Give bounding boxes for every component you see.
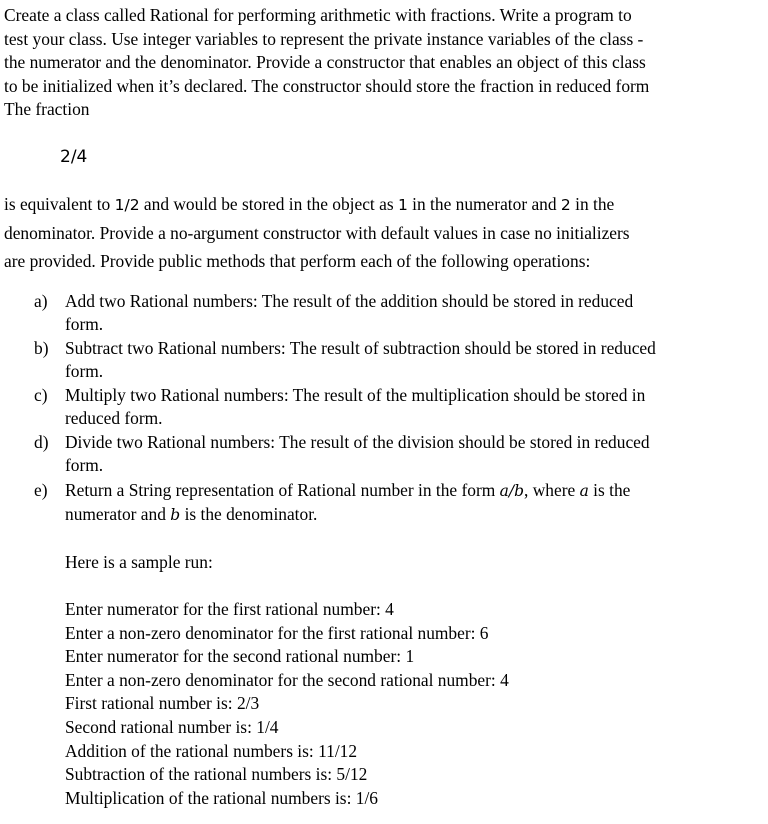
sample-line: Enter a non-zero denominator for the second rational number: 4 bbox=[65, 669, 509, 690]
equivalence-text-2: and would be stored in the object as bbox=[139, 194, 398, 214]
list-item-text-1: Return a String representation of Rational number in the form bbox=[65, 480, 500, 500]
sample-line: Enter numerator for the first rational number: 4 bbox=[65, 599, 394, 619]
list-item-text-3: is the numerator and bbox=[65, 480, 631, 525]
fraction-example: 2/4 bbox=[60, 147, 88, 167]
list-item-text: Subtract two Rational numbers: The result of subtraction should be stored in reduced form. bbox=[65, 338, 656, 382]
sample-line: Multiplication of the rational numbers is: 1/6 bbox=[65, 787, 378, 808]
list-item-text: Divide two Rational numbers: The result of the division should be stored in reduced form. bbox=[65, 432, 650, 476]
math-a: a bbox=[579, 482, 589, 500]
sample-line: First rational number is: 2/3 bbox=[65, 693, 260, 714]
math-one-half: 1/2 bbox=[114, 196, 140, 214]
sample-line: Enter numerator for the second rational number: 1 bbox=[65, 646, 415, 667]
list-item-text: Add two Rational numbers: The result of the addition should be stored in reduced form. bbox=[65, 291, 634, 335]
equivalence-text-3: in the numerator and bbox=[407, 194, 561, 214]
sample-line: Second rational number is: 1/4 bbox=[65, 716, 279, 737]
sample-run-output bbox=[65, 598, 509, 810]
list-item-text bbox=[65, 479, 760, 528]
list-item-text-4: is the denominator. bbox=[180, 504, 318, 525]
intro-paragraph: Create a class called Rational for performing arithmetic with fractions. Write a program to test your class. Use integer variables to represent the private instance variables of the class - the numerator and the denominator. Provide a constructor that enables an object of this class to be initialized when it’s declared. The constructor should store the fraction in reduced form The fraction bbox=[4, 5, 650, 120]
math-a-over-b: a/b bbox=[499, 482, 525, 500]
sample-line: Addition of the rational numbers is: 11/12 bbox=[65, 740, 358, 761]
sample-line: Enter a non-zero denominator for the first rational number: 6 bbox=[65, 622, 489, 643]
sample-line: Subtraction of the rational numbers is: 5/12 bbox=[65, 764, 368, 785]
list-item-text-2: , where bbox=[524, 480, 580, 500]
equivalence-text-1: is equivalent to bbox=[4, 194, 115, 214]
math-b: b bbox=[170, 506, 181, 525]
equivalence-text-4: in the denominator. Provide a no-argument constructor with default values in case no initializers are provided. Provide public methods that perform each of the following operations: bbox=[4, 194, 630, 272]
equivalence-paragraph bbox=[4, 190, 768, 276]
math-denominator-value: 2 bbox=[560, 196, 571, 214]
list-marker: b) bbox=[34, 338, 49, 358]
list-marker: c) bbox=[34, 385, 48, 405]
list-marker: d) bbox=[34, 432, 49, 452]
list-marker: e) bbox=[34, 480, 48, 500]
list-item-text: Multiply two Rational numbers: The result of the multiplication should be stored in reduced form. bbox=[65, 385, 646, 429]
sample-run-heading: Here is a sample run: bbox=[65, 552, 213, 572]
list-marker: a) bbox=[34, 291, 48, 311]
math-numerator-value: 1 bbox=[397, 196, 408, 214]
